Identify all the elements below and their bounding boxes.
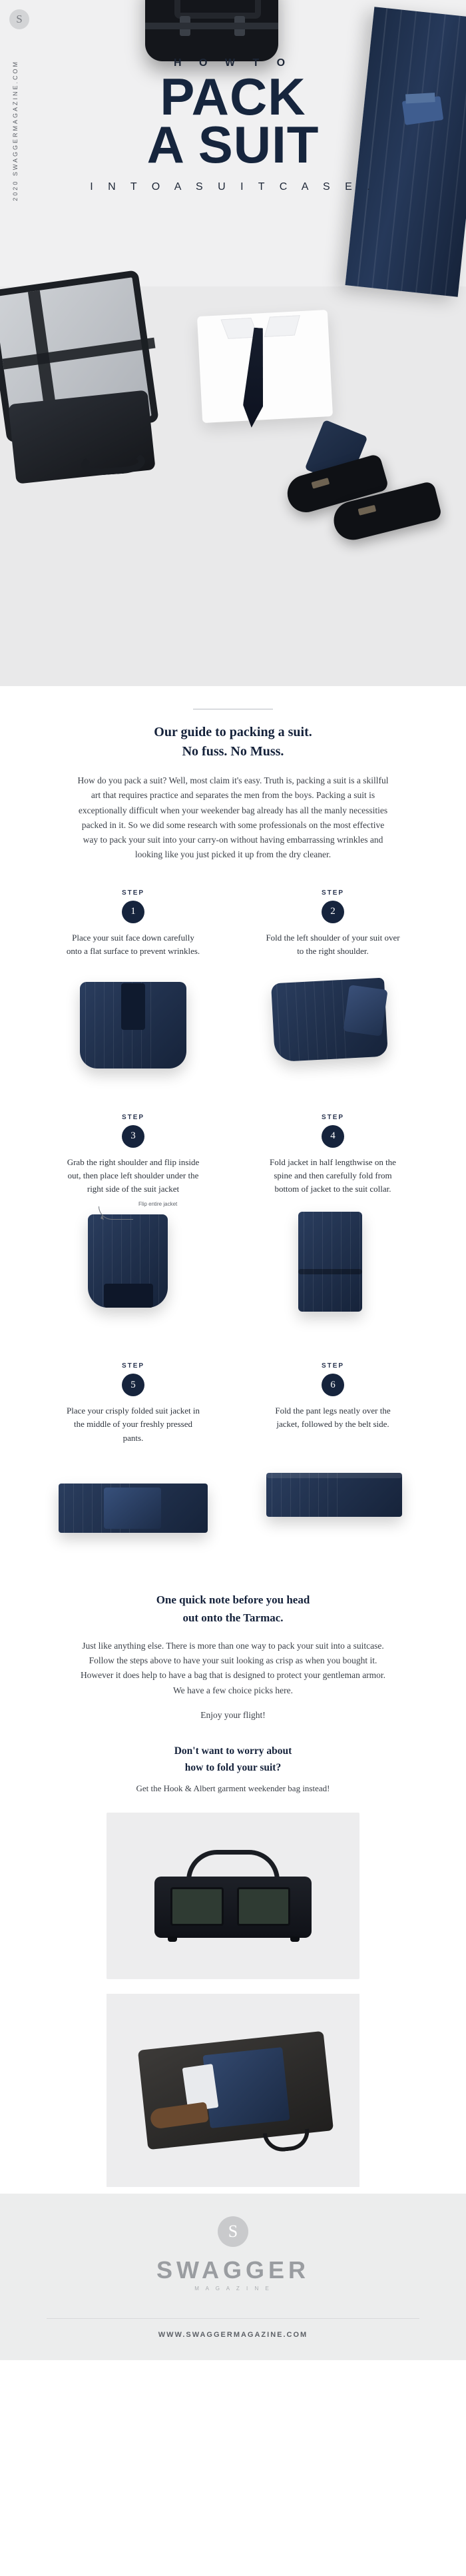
hero-kicker: H O W T O bbox=[173, 57, 293, 69]
step-number-badge: 6 bbox=[322, 1374, 344, 1396]
step-label: STEP bbox=[321, 889, 345, 897]
step-description: Fold jacket in half lengthwise on the spine and then carefully fold from bottom of jacket to the suit collar. bbox=[270, 1156, 396, 1194]
white-shirt-photo bbox=[197, 310, 333, 423]
bag-buckle-right bbox=[234, 16, 245, 36]
jacket-fold-line bbox=[298, 1269, 362, 1274]
promo-heading-line2: how to fold your suit? bbox=[184, 1762, 282, 1774]
folded-jacket-on-pants bbox=[104, 1488, 161, 1529]
brand-badge-icon: S bbox=[9, 9, 29, 29]
step-label: STEP bbox=[121, 889, 145, 897]
step-label: STEP bbox=[321, 1362, 345, 1370]
step-illustration bbox=[246, 1205, 419, 1325]
step-number-badge: 3 bbox=[122, 1125, 144, 1148]
step-description: Place your suit face down carefully onto a flat surface to prevent wrinkles. bbox=[66, 932, 200, 956]
side-label: 2020 SWAGGERMAGAZINE.COM bbox=[12, 60, 19, 201]
footer-brand-badge-icon: S bbox=[218, 2216, 248, 2247]
step-illustration bbox=[246, 967, 419, 1087]
closing-heading-line2: out onto the Tarmac. bbox=[182, 1611, 284, 1625]
jacket-folded-lengthwise bbox=[298, 1212, 362, 1312]
step-1 bbox=[47, 889, 220, 1087]
bag-panel-left bbox=[170, 1887, 224, 1926]
step-5 bbox=[47, 1362, 220, 1553]
shoe-buckle-icon bbox=[358, 505, 377, 516]
step-description: Fold the pant legs neatly over the jacket, followed by the belt side. bbox=[275, 1406, 391, 1430]
open-suitcase-photo bbox=[0, 280, 196, 486]
garment-bag-handle bbox=[263, 2129, 312, 2154]
bag-buckle-left bbox=[180, 16, 190, 36]
intro-heading-line1: Our guide to packing a suit. bbox=[154, 725, 312, 739]
step-description: Place your crisply folded suit jacket in the middle of your freshly pressed pants. bbox=[66, 1406, 200, 1443]
steps-row-3 bbox=[47, 1362, 419, 1553]
hero-subtitle: I N T O A S U I T C A S E . bbox=[90, 181, 376, 193]
step-number-badge: 5 bbox=[122, 1374, 144, 1396]
jacket-center-seam bbox=[121, 983, 145, 1030]
closing-body: Just like anything else. There is more than one way to pack your suit into a suitcase. Follow the steps above to have your suit looking as crisp as when you bought it. However it does help to have a bag that is designed to protect your gentleman armor. We have a few choice picks here. bbox=[80, 1640, 386, 1695]
step-illustration bbox=[47, 967, 220, 1087]
footer-tagline: M A G A Z I N E bbox=[194, 2286, 272, 2292]
bag-panel-right bbox=[237, 1887, 290, 1926]
footer-brand-name: SWAGGER bbox=[156, 2256, 310, 2284]
footer-section bbox=[0, 2194, 466, 2360]
suitcase-strap-horizontal bbox=[2, 338, 155, 370]
leather-bag-photo bbox=[145, 0, 278, 61]
garment-bag-photo bbox=[107, 1994, 359, 2187]
jacket-lower-panel bbox=[104, 1284, 153, 1308]
bag-foot-right bbox=[290, 1936, 300, 1942]
step-number-badge: 4 bbox=[322, 1125, 344, 1148]
footer-divider bbox=[47, 2318, 419, 2319]
step-description: Grab the right shoulder and flip inside out, then place left shoulder under the right side of the suit jacket bbox=[67, 1156, 200, 1194]
weekender-bag-photo bbox=[107, 1813, 359, 1979]
shirt-collar-right bbox=[264, 315, 300, 337]
intro-heading-line2: No fuss. No Muss. bbox=[182, 744, 284, 759]
step-6 bbox=[246, 1362, 419, 1553]
step-3 bbox=[47, 1114, 220, 1325]
step-number-badge: 2 bbox=[322, 901, 344, 923]
content-section bbox=[0, 709, 466, 2194]
flight-line: Enjoy your flight! bbox=[200, 1709, 266, 1720]
step-number-badge: 1 bbox=[122, 901, 144, 923]
flip-annotation-label: Flip entire jacket bbox=[138, 1201, 178, 1208]
intro-body: How do you pack a suit? Well, most claim it's easy. Truth is, packing a suit is a skillful art that requires practice and separates the men from the boys. Packing a suit is exceptionally difficult when your weekender bag already has all the manly necessities packed in it. So we did some research with some professionals on the most effective way to pack your suit into your carry-on without having embarrassing wrinkles and looking like you just picked it up from the dry cleaner. bbox=[77, 775, 389, 860]
step-label: STEP bbox=[321, 1113, 345, 1121]
step-label: STEP bbox=[121, 1362, 145, 1370]
hero-title-block bbox=[0, 57, 466, 193]
step-description: Fold the left shoulder of your suit over to the right shoulder. bbox=[266, 932, 400, 956]
step-label: STEP bbox=[121, 1113, 145, 1121]
step-illustration bbox=[246, 1441, 419, 1541]
step-illustration bbox=[47, 1454, 220, 1554]
hero-title-line2: A SUIT bbox=[146, 115, 320, 174]
pants-folded-over bbox=[266, 1473, 402, 1517]
promo-heading-line1: Don't want to worry about bbox=[174, 1745, 292, 1757]
step-4 bbox=[246, 1114, 419, 1325]
closing-heading-line1: One quick note before you head bbox=[156, 1593, 310, 1606]
hero-title-line1: PACK bbox=[160, 67, 306, 126]
jacket-sleeve bbox=[343, 985, 387, 1036]
footer-website-link[interactable]: WWW.SWAGGERMAGAZINE.COM bbox=[158, 2331, 308, 2340]
hero-section bbox=[0, 0, 466, 686]
step-2 bbox=[246, 889, 419, 1087]
promo-subtext: Get the Hook & Albert garment weekender bag instead! bbox=[136, 1783, 330, 1794]
step-illustration bbox=[47, 1205, 220, 1325]
pants-fold-edge bbox=[266, 1473, 402, 1478]
shoe-buckle-icon bbox=[311, 478, 330, 489]
steps-row-1 bbox=[47, 889, 419, 1087]
bag-foot-left bbox=[168, 1936, 177, 1942]
